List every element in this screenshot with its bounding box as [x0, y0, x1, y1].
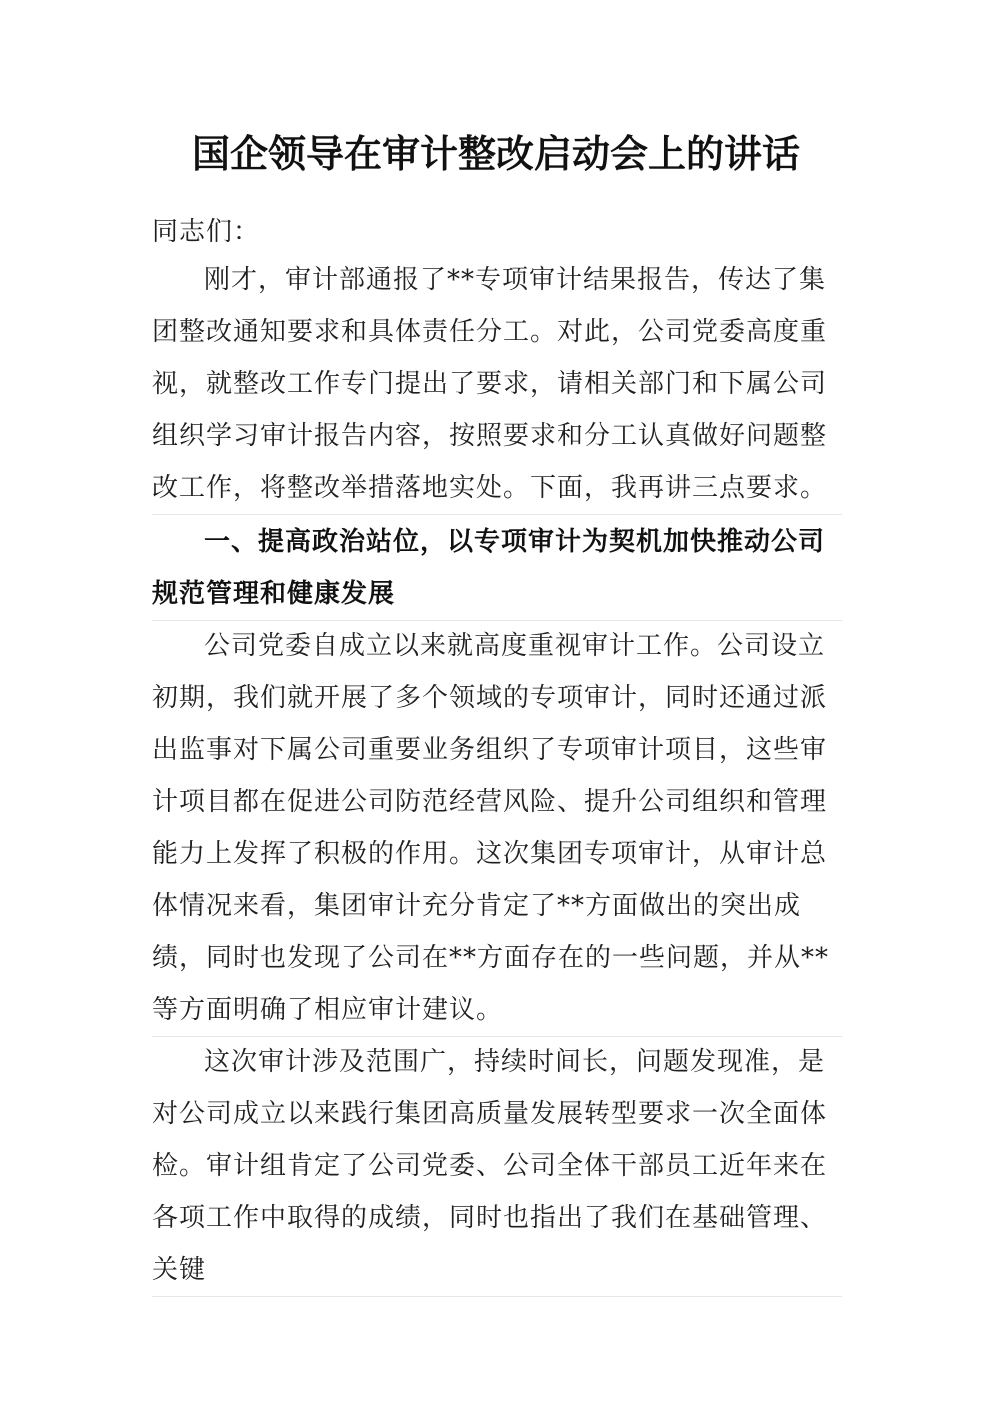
salutation: 同志们：	[152, 217, 261, 247]
document-title: 国企领导在审计整改启动会上的讲话	[191, 131, 800, 176]
paragraph-intro: 刚才，审计部通报了**专项审计结果报告，传达了集团整改通知要求和具体责任分工。对此，公司党委高度重视，就整改工作专门提出了要求，请相关部门和下属公司组织学习审计报告内容，按照要求和分工认真做好问题整改工作，将整改举措落地实处。下面，我再讲三点要求。	[152, 254, 842, 515]
section-heading-1: 一、提高政治站位，以专项审计为契机加快推动公司规范管理和健康发展	[152, 516, 842, 621]
section1-paragraph-1: 公司党委自成立以来就高度重视审计工作。公司设立初期，我们就开展了多个领域的专项审计，同时还通过派出监事对下属公司重要业务组织了专项审计项目，这些审计项目都在促进公司防范经营风险、提升公司组织和管理能力上发挥了积极的作用。这次集团专项审计，从审计总体情况来看，集团审计充分肯定了**方面做出的突出成绩，同时也发现了公司在**方面存在的一些问题，并从**等方面明确了相应审计建议。	[152, 620, 842, 1037]
section1-paragraph-2: 这次审计涉及范围广，持续时间长，问题发现准，是对公司成立以来践行集团高质量发展转型要求一次全面体检。审计组肯定了公司党委、公司全体干部员工近年来在各项工作中取得的成绩，同时也指出了我们在基础管理、关键	[152, 1036, 842, 1297]
